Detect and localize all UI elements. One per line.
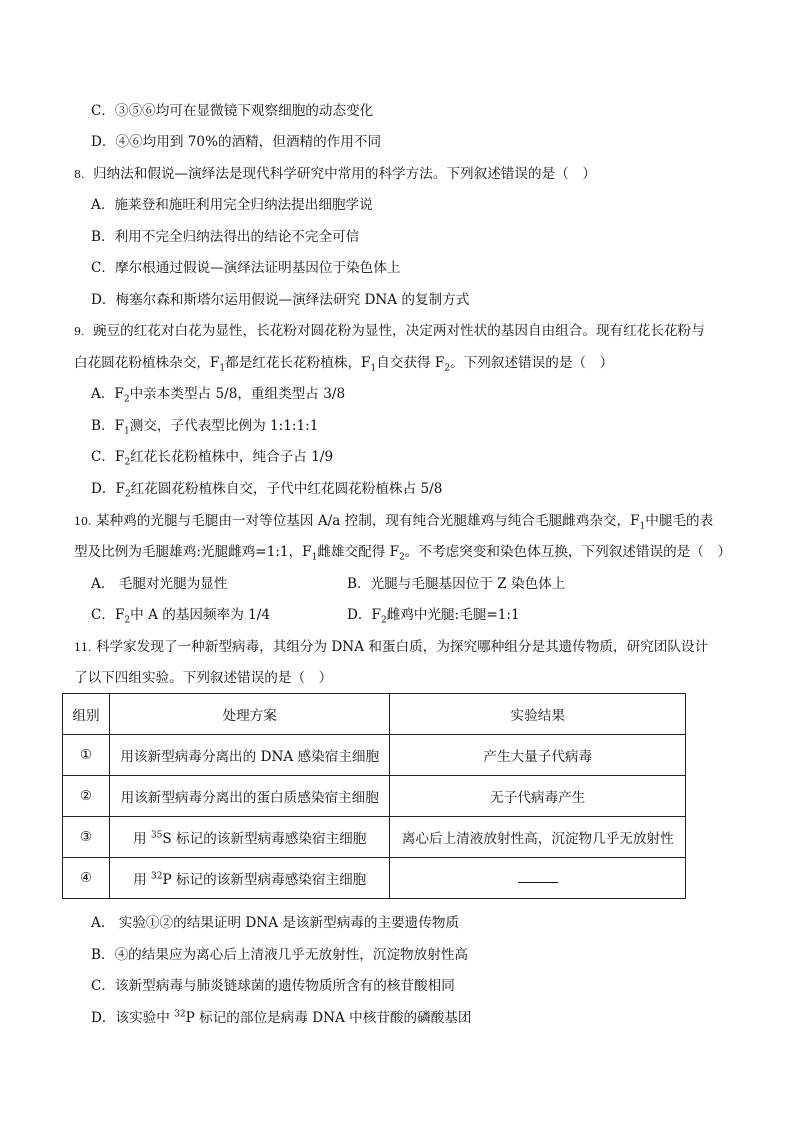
option-text: 红花圆花粉植株自交，子代中红花圆花粉植株占 5/8: [130, 481, 443, 497]
q10-option-d: [347, 605, 520, 625]
stem-text: 某种鸡的光腿与毛腿由一对等位基因 A/a 控制，现有纯合光腿雄鸡与纯合毛腿雌鸡杂交，F: [96, 513, 640, 529]
subscript: 2: [124, 457, 131, 468]
stem-text: 都是红花长花粉植株，F: [225, 355, 371, 371]
q9-option-a: [91, 384, 345, 404]
question-10-stem-line1: [74, 511, 713, 532]
question-10-stem-line2: [74, 542, 731, 562]
question-number: 10.: [74, 515, 92, 528]
subscript: 1: [639, 521, 646, 532]
q9-option-c: [91, 447, 333, 467]
subscript: 1: [124, 426, 130, 437]
option-text: C．F: [91, 607, 125, 623]
plan-text: 用: [133, 831, 151, 847]
superscript: 35: [150, 830, 163, 841]
cell-plan: [109, 858, 390, 899]
option-text: P 标记的部位是病毒 DNA 中核苷酸的磷酸基团: [185, 1010, 472, 1026]
stem-text: 中腿毛的表: [645, 513, 714, 529]
header-result: 实验结果: [390, 694, 686, 735]
option-c-q7: C．③⑤⑥均可在显微镜下观察细胞的动态变化: [91, 103, 374, 119]
cell-result: [390, 858, 686, 899]
stem-text: 自交获得 F: [376, 355, 445, 371]
q10-option-a: A. 毛腿对光腿为显性: [91, 576, 228, 592]
question-number: 9.: [74, 325, 85, 338]
subscript: 2: [123, 394, 130, 405]
stem-text: 白花圆花粉植株杂交，F: [74, 355, 220, 371]
cell-group: ③: [63, 817, 110, 858]
cell-result: 离心后上清液放射性高，沉淀物几乎无放射性: [390, 817, 686, 858]
header-plan: 处理方案: [109, 694, 390, 735]
table-header-row: [63, 694, 686, 735]
stem-text: 。不考虑突变和染色体互换，下列叙述错误的是（ ）: [404, 544, 732, 560]
option-text: 测交，子代表型比例为 1:1:1:1: [129, 418, 319, 434]
answer-blank: [518, 870, 558, 883]
q10-option-c: [91, 605, 270, 625]
cell-plan: 用该新型病毒分离出的 DNA 感染宿主细胞: [109, 735, 390, 776]
option-text: C．F: [91, 449, 125, 465]
option-text: B．F: [91, 418, 125, 434]
cell-result: 产生大量子代病毒: [390, 735, 686, 776]
subscript: 2: [124, 489, 131, 500]
cell-group: ④: [63, 858, 110, 899]
plan-text: 用: [133, 872, 152, 888]
subscript: 2: [380, 615, 387, 626]
option-d-q7: D．④⑥均用到 70%的酒精，但酒精的作用不同: [91, 134, 382, 150]
subscript: 1: [311, 552, 318, 563]
option-text: 雌鸡中光腿:毛腿=1:1: [386, 607, 520, 623]
question-8-stem: [74, 164, 596, 185]
cell-plan: [109, 817, 390, 858]
option-text: D．该实验中: [91, 1010, 175, 1026]
q9-option-d: [91, 479, 442, 499]
subscript: 2: [444, 363, 451, 374]
question-9-stem-line1: [74, 321, 705, 342]
plan-text: S 标记的该新型病毒感染宿主细胞: [162, 831, 367, 847]
cell-group: ②: [63, 776, 110, 817]
question-9-stem-line2: [74, 353, 613, 373]
stem-text: 雌雄交配得 F: [317, 544, 400, 560]
table-row: [63, 858, 686, 899]
option-text: 中 A 的基因频率为 1/4: [130, 607, 270, 623]
cell-result: 无子代病毒产生: [390, 776, 686, 817]
q8-option-b: B．利用不完全归纳法得出的结论不完全可信: [91, 229, 360, 245]
q11-option-a: A. 实验①②的结果证明 DNA 是该新型病毒的主要遗传物质: [91, 915, 460, 931]
cell-plan: 用该新型病毒分离出的蛋白质感染宿主细胞: [109, 776, 390, 817]
experiment-table: [62, 693, 686, 899]
option-text: A．F: [91, 386, 124, 402]
question-11-stem-line2: 了以下四组实验。下列叙述错误的是（ ）: [74, 670, 333, 686]
q8-option-c: C．摩尔根通过假说—演绎法证明基因位于染色体上: [91, 260, 401, 276]
question-number: 8.: [74, 168, 85, 181]
subscript: 2: [124, 615, 131, 626]
option-text: D．F: [347, 607, 381, 623]
q8-option-d: D．梅塞尔森和斯塔尔运用假说—演绎法研究 DNA 的复制方式: [91, 292, 470, 308]
question-11-stem-line1: [74, 637, 708, 658]
stem-text: 归纳法和假说—演绎法是现代科学研究中常用的科学方法。下列叙述错误的是（ ）: [93, 166, 596, 182]
plan-text: P 标记的该新型病毒感染宿主细胞: [162, 872, 367, 888]
q8-option-a: A．施莱登和施旺利用完全归纳法提出细胞学说: [91, 197, 373, 213]
table-row: [63, 776, 686, 817]
stem-text: 科学家发现了一种新型病毒，其组分为 DNA 和蛋白质，为探究哪种组分是其遗传物质，研究团队设计: [96, 639, 709, 655]
stem-text: 。下列叙述错误的是（ ）: [450, 355, 614, 371]
option-text: D．F: [91, 481, 125, 497]
subscript: 1: [370, 363, 377, 374]
q10-option-b: B．光腿与毛腿基因位于 Z 染色体上: [347, 576, 566, 592]
subscript: 2: [399, 552, 405, 563]
superscript: 32: [151, 871, 163, 882]
cell-group: ①: [63, 735, 110, 776]
q11-option-c: C．该新型病毒与肺炎链球菌的遗传物质所含有的核苷酸相同: [91, 978, 455, 994]
stem-text: 豌豆的红花对白花为显性，长花粉对圆花粉为显性，决定两对性状的基因自由组合。现有红花长花粉与: [93, 323, 705, 339]
q11-option-b: B．④的结果应为离心后上清液几乎无放射性，沉淀物放射性高: [91, 947, 469, 963]
subscript: 1: [219, 363, 226, 374]
question-number: 11.: [74, 641, 92, 654]
table-row: [63, 817, 686, 858]
option-text: 中亲本类型占 5/8，重组类型占 3/8: [129, 386, 346, 402]
stem-text: 型及比例为毛腿雄鸡:光腿雌鸡=1:1，F: [74, 544, 312, 560]
superscript: 32: [174, 1009, 186, 1020]
q9-option-b: [91, 416, 318, 436]
q11-option-d: [91, 1008, 471, 1028]
option-text: 红花长花粉植株中，纯合子占 1/9: [130, 449, 334, 465]
table-row: [63, 735, 686, 776]
header-group: 组别: [63, 694, 110, 735]
